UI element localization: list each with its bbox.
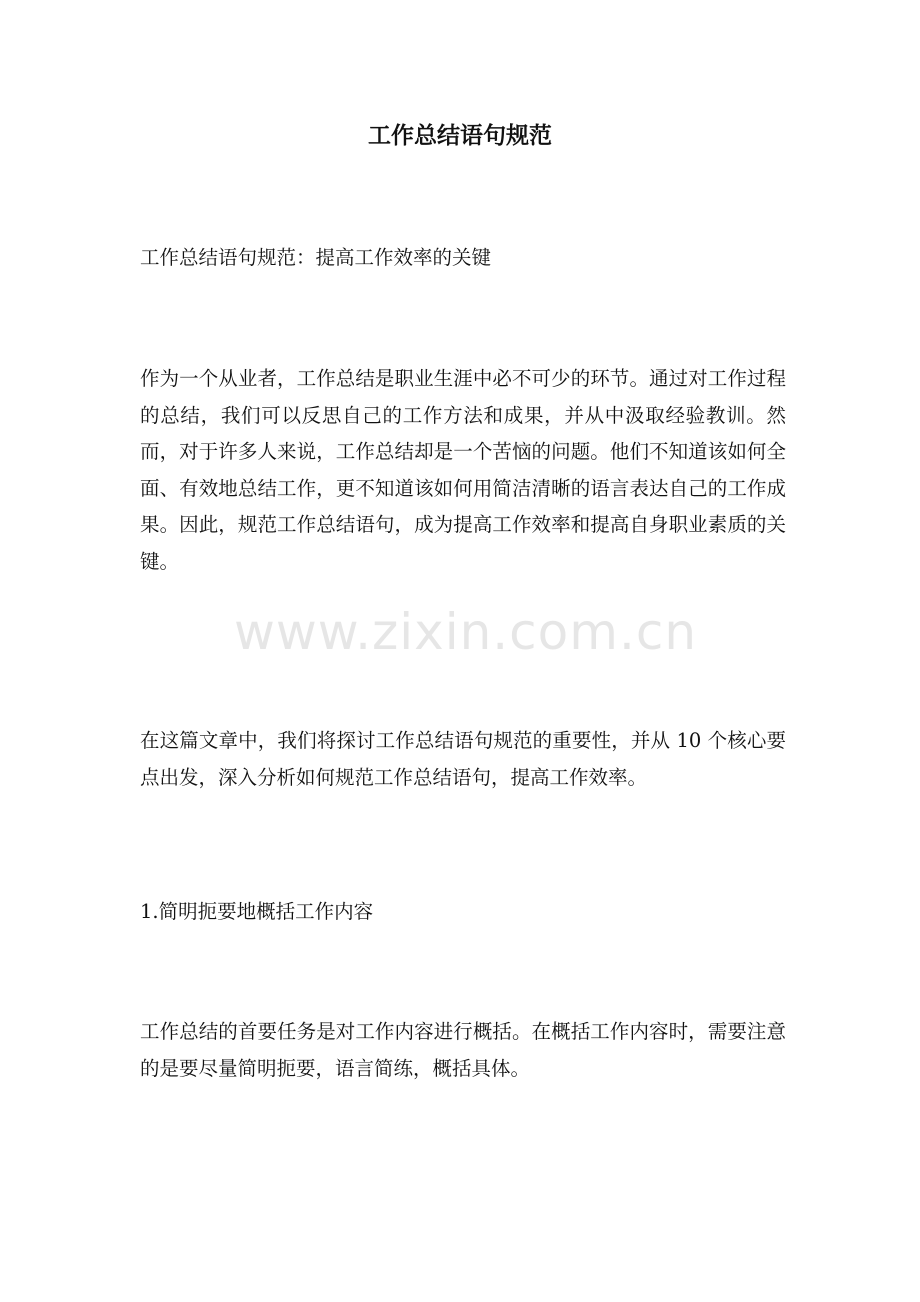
subtitle-paragraph: 工作总结语句规范：提高工作效率的关键 — [140, 246, 492, 269]
article-overview-paragraph: 在这篇文章中，我们将探讨工作总结语句规范的重要性，并从 10 个核心要点出发，深入分析如何规范工作总结语句，提高工作效率。 — [140, 729, 786, 789]
section-heading-1: 1.简明扼要地概括工作内容 — [140, 900, 374, 923]
watermark: www.zixin.com.cn — [234, 603, 698, 661]
section-1-paragraph: 工作总结的首要任务是对工作内容进行概括。在概括工作内容时，需要注意的是要尽量简明扼要，语言简练，概括具体。 — [140, 1020, 786, 1080]
intro-paragraph: 作为一个从业者，工作总结是职业生涯中必不可少的环节。通过对工作过程的总结，我们可以反思自己的工作方法和成果，并从中汲取经验教训。然而，对于许多人来说，工作总结却是一个苦恼的问题。他们不知道该如何全面、有效地总结工作，更不知道该如何用简洁清晰的语言表达自己的工作成果。因此，规范工作总结语句，成为提高工作效率和提高自身职业素质的关键。 — [140, 367, 786, 573]
document-title: 工作总结语句规范 — [368, 122, 552, 149]
